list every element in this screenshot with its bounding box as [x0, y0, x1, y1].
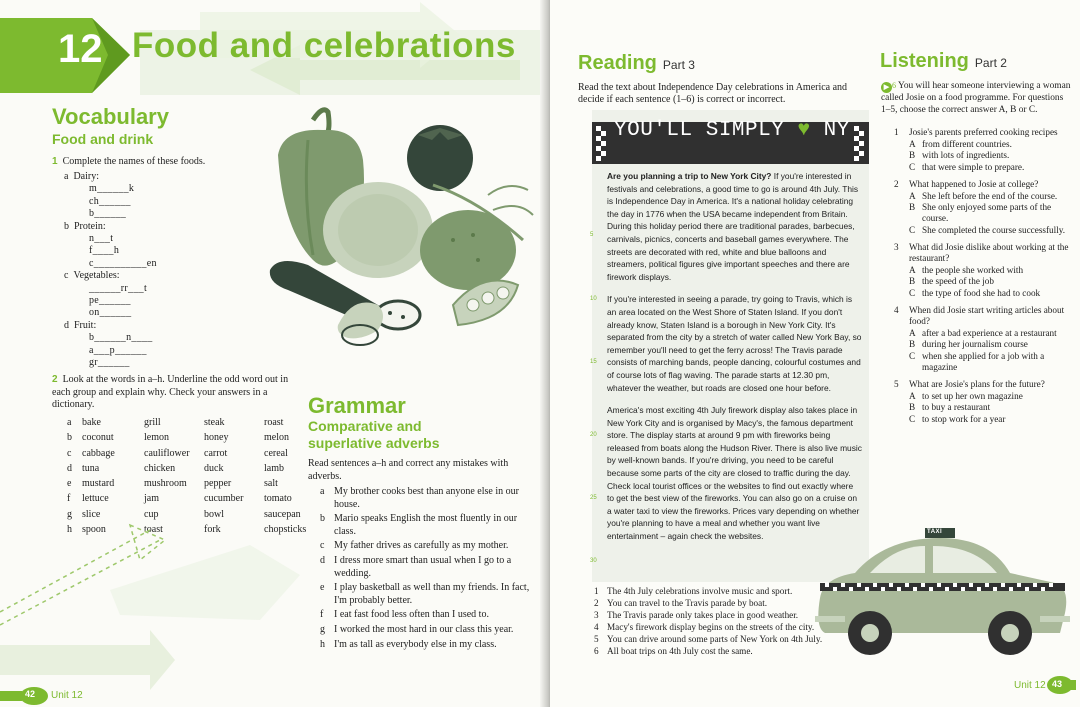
reading-heading-text: Reading	[578, 52, 657, 74]
item-text: I'm as tall as everybody else in my class.	[334, 638, 497, 650]
question-text: Complete the names of these foods.	[62, 156, 206, 167]
tomato-icon	[407, 125, 473, 191]
grammar-instructions: Read sentences a–h and correct any mistakes with adverbs.	[308, 458, 509, 482]
question-number: 1	[894, 127, 899, 137]
option-text: She left before the end of the course.	[922, 191, 1058, 202]
fill-in-word[interactable]: c__________en	[89, 257, 157, 269]
statement-text: All boat trips on 4th July cost the same.	[607, 646, 753, 657]
word-cell[interactable]: cauliflower	[144, 447, 190, 459]
word-cell[interactable]: jam	[144, 493, 159, 505]
answer-option[interactable]	[909, 202, 1074, 224]
question-stem	[894, 127, 1074, 138]
listening-question	[894, 242, 1074, 299]
answer-option[interactable]	[909, 328, 1074, 339]
question-text: What are Josie's plans for the future?	[909, 379, 1045, 390]
word-cell[interactable]: fork	[204, 524, 221, 536]
article-paragraph	[590, 293, 862, 394]
option-letter: B	[909, 276, 916, 287]
page-footer-left	[0, 687, 100, 705]
word-cell[interactable]: bake	[82, 417, 101, 428]
reading-part: Part 3	[662, 58, 695, 72]
word-cell[interactable]: chicken	[144, 462, 176, 474]
vocabulary-subheading: Food and drink	[52, 131, 154, 147]
answer-option[interactable]	[909, 288, 1074, 299]
food-category	[64, 221, 282, 233]
word-cell[interactable]: roast	[264, 417, 284, 428]
item-letter: e	[320, 582, 325, 594]
word-cell[interactable]: steak	[204, 417, 225, 428]
headline-text-start: YOU'LL SIMPLY	[614, 119, 785, 142]
option-letter: B	[909, 339, 916, 350]
category-letter: b	[64, 220, 69, 232]
category-letter: c	[64, 270, 69, 282]
category-letter: d	[64, 319, 69, 331]
onion-icon	[323, 182, 433, 278]
row-letter: h	[67, 524, 72, 536]
question-number: 3	[894, 241, 899, 252]
question-stem	[894, 305, 1074, 327]
reading-instructions: Read the text about Independence Day celebrations in America and decide if each sentence (1–6) is correct or incorrect.	[578, 82, 848, 105]
line-number: 5	[590, 232, 594, 238]
article-body-text: America's most exciting 4th July firework display also takes place in New York City and is organised by Macy's, the famous department store. The display starts at around 9 pm with fireworks being released from boats along the Hudson River. There is also live music by well-known bands. If you're driving, you need to be careful because some parts of the city are closed to traffic during the day. Check local tourist offices or the websites to find out exactly where to get the best view of the fireworks. You can also go on a cruise on a water taxi to view the fireworks. Prices vary depending on whether you're planning to have a meal and whether you want live entertainment – again check the websites.	[607, 405, 862, 542]
footer-arrows-graphic	[0, 520, 300, 690]
vocabulary-heading: Vocabulary	[52, 104, 169, 129]
item-letter: f	[320, 609, 324, 621]
row-letter: g	[67, 508, 72, 520]
listening-question	[894, 179, 1074, 236]
option-letter: A	[909, 191, 916, 202]
right-page	[550, 0, 1080, 707]
question-number: 2	[894, 178, 899, 189]
row-letter: f	[67, 493, 71, 505]
option-text: with lots of ingredients.	[922, 150, 1010, 161]
line-number: 30	[590, 558, 597, 565]
article-body-text: If you're interested in festivals and celebrations, a good time to go is around 4th July. This is Independence Day in America. It's a national holiday celebrating the day in 1776 when the USA became independent from Britain. During this holiday period there are traditional parades, barbecues, carnivals, picnics, concerts and baseball games everywhere. The streets are decorated with red, white and blue balloons and streamers, political figures give important speeches and there are firework displays.	[607, 171, 859, 282]
listening-instructions	[881, 80, 1071, 116]
table-row	[67, 462, 322, 475]
answer-option[interactable]	[909, 402, 1074, 413]
table-row	[67, 447, 322, 460]
reading-statements	[594, 585, 874, 658]
word-cell[interactable]: duck	[204, 462, 224, 474]
grammar-sentence	[320, 513, 540, 538]
statement-number: 6	[594, 646, 599, 657]
heart-icon: ♥	[797, 119, 811, 142]
word-cell[interactable]: pepper	[204, 478, 232, 490]
food-category	[64, 320, 282, 332]
word-cell[interactable]: tuna	[82, 462, 100, 474]
article-text	[590, 170, 862, 565]
grammar-heading: Grammar	[308, 393, 406, 418]
question-stem	[894, 242, 1074, 264]
answer-option[interactable]	[909, 225, 1074, 236]
option-letter: B	[909, 202, 916, 213]
word-cell[interactable]: lamb	[264, 462, 284, 474]
word-cell[interactable]: mustard	[82, 478, 115, 490]
answer-option[interactable]	[909, 414, 1074, 425]
category-name: Dairy:	[73, 171, 99, 182]
statement	[594, 633, 874, 645]
statement-number: 3	[594, 610, 599, 621]
statement-text: The 4th July celebrations involve music and sport.	[607, 586, 793, 596]
option-text: to buy a restaurant	[922, 402, 991, 413]
option-letter: B	[909, 402, 916, 413]
word-cell[interactable]: saucepan	[264, 508, 301, 520]
statement-number: 4	[594, 622, 599, 633]
category-name: Vegetables:	[73, 270, 120, 282]
word-cell[interactable]: cabbage	[82, 447, 115, 459]
page-number: 43	[1052, 679, 1063, 689]
statement-text: You can travel to the Travis parade by boat.	[607, 598, 768, 609]
statement-number: 5	[594, 634, 599, 645]
option-text: the speed of the job	[922, 276, 994, 287]
answer-option[interactable]	[909, 191, 1074, 202]
headline-text-end: NY	[823, 119, 850, 142]
question-stem	[894, 179, 1074, 190]
option-text: from different countries.	[922, 139, 1012, 150]
statement-number: 2	[594, 598, 599, 609]
item-text: I eat fast food less often than I used to.	[334, 609, 489, 621]
article-body-text: If you're interested in seeing a parade, try going to Travis, which is an area located on the West Shore of Staten Island. If you don't already know, Staten Island is a borough in New York City. It's separated from the city by a stretch of water called New York Bay, so remember you'll need to get the ferry across! The Travis parade consists of marching bands, people dancing, colourful costumes and of course lots of flag waving. The parade starts at 12.30 pm, whatever the weather, but roads are closed one hour before.	[607, 294, 862, 393]
grammar-subheading-line2: superlative adverbs	[308, 435, 440, 451]
listening-instructions-text: You will hear someone interviewing a woman called Josie on a food programme. For questions 1–5, choose the correct answer A, B or C.	[881, 81, 1071, 115]
page-footer-right	[1000, 675, 1080, 695]
item-text: I dress more smart than usual when I go to a wedding.	[334, 554, 512, 579]
fill-in-word[interactable]: ch______	[89, 195, 131, 207]
grammar-sentence	[320, 486, 540, 511]
word-cell[interactable]: cup	[144, 508, 159, 520]
item-letter: h	[320, 638, 325, 650]
item-text: I play basketball as well than my friends. In fact, I'm probably better.	[334, 582, 530, 606]
grammar-sentence	[320, 555, 540, 580]
grammar-sentence	[320, 540, 540, 553]
table-row	[67, 492, 322, 505]
word-cell[interactable]: bowl	[204, 508, 224, 520]
word-cell[interactable]: coconut	[82, 432, 114, 444]
word-cell[interactable]: melon	[264, 432, 289, 444]
word-cell[interactable]: salt	[264, 478, 278, 490]
statement	[594, 585, 874, 597]
option-text: to set up her own magazine	[922, 391, 1023, 402]
answer-option[interactable]	[909, 265, 1074, 276]
listening-part: Part 2	[974, 56, 1007, 70]
word-cell[interactable]: honey	[204, 432, 229, 444]
row-letter: c	[67, 447, 72, 459]
option-text: the type of food she had to cook	[922, 287, 1041, 298]
food-category	[64, 270, 282, 282]
statement	[594, 621, 874, 633]
item-letter: a	[320, 486, 325, 497]
category-name: Fruit:	[74, 319, 97, 331]
word-cell[interactable]: cucumber	[204, 493, 244, 505]
row-letter: a	[67, 417, 72, 428]
answer-option[interactable]	[909, 339, 1074, 350]
item-text: My father drives as carefully as my mother.	[334, 540, 509, 552]
unit-label: Unit 12	[1014, 680, 1046, 691]
line-number: 10	[590, 296, 597, 303]
answer-option[interactable]	[909, 150, 1074, 161]
word-cell[interactable]: cereal	[264, 447, 288, 459]
option-text: after a bad experience at a restaurant	[922, 328, 1057, 339]
article-lead: Are you planning a trip to New York City?	[607, 171, 772, 181]
row-letter: b	[67, 432, 72, 444]
option-letter: A	[909, 139, 916, 150]
page-number: 42	[25, 689, 36, 699]
line-number: 25	[590, 495, 597, 502]
grammar-sentence	[320, 624, 540, 637]
table-row	[67, 416, 322, 429]
statement-text: You can drive around some parts of New York on 4th July.	[607, 634, 823, 645]
audio-track-icon[interactable]: ▶	[881, 82, 892, 93]
item-letter: c	[320, 540, 325, 552]
taxi-sign-text: TAXI	[927, 529, 943, 535]
statement-number: 1	[594, 586, 599, 596]
line-number: 20	[590, 432, 597, 439]
unit-label: Unit 12	[51, 690, 83, 701]
vegetables-illustration	[268, 100, 538, 360]
item-letter: b	[320, 513, 325, 525]
fill-in-word[interactable]: on______	[89, 307, 132, 319]
statement	[594, 597, 874, 609]
option-letter: C	[909, 161, 916, 172]
option-letter: B	[909, 150, 916, 161]
option-letter: A	[909, 328, 916, 339]
food-category	[64, 171, 282, 183]
statement-text: The Travis parade only takes place in good weather.	[607, 610, 799, 621]
option-text: She only enjoyed some parts of the course.	[922, 202, 1052, 224]
word-cell[interactable]: mushroom	[144, 478, 187, 490]
line-number: 15	[590, 359, 597, 366]
item-text: My brother cooks best than anyone else in our house.	[334, 486, 519, 510]
word-cell[interactable]: slice	[82, 508, 101, 520]
listening-question	[894, 127, 1074, 173]
word-cell[interactable]: grill	[144, 417, 161, 428]
statement	[594, 645, 874, 657]
vocabulary-exercise-2	[52, 374, 292, 412]
word-cell[interactable]: carrot	[204, 447, 228, 459]
option-text: that were simple to prepare.	[922, 161, 1025, 172]
unit-number: 12	[58, 27, 103, 71]
option-text: She completed the course successfully.	[922, 224, 1066, 235]
grammar-sentence	[320, 639, 540, 652]
listening-question	[894, 305, 1074, 373]
fill-in-word[interactable]: ______rr___t	[89, 282, 148, 294]
article-paragraph	[590, 404, 862, 565]
question-number: 1	[52, 156, 58, 167]
word-cell[interactable]: chopsticks	[264, 524, 307, 536]
audio-track-number: 6	[892, 81, 896, 90]
item-text: Mario speaks English the most fluently in our class.	[334, 513, 518, 537]
answer-option[interactable]	[909, 391, 1074, 402]
category-name: Protein:	[74, 220, 106, 232]
word-cell[interactable]: tomato	[264, 493, 292, 505]
fill-in-word[interactable]: m______k	[89, 183, 135, 195]
item-letter: g	[320, 623, 325, 635]
grammar-sentences	[320, 486, 540, 653]
fill-in-word[interactable]: pe______	[89, 295, 131, 307]
question-stem	[894, 379, 1074, 390]
option-letter: C	[909, 350, 916, 361]
fill-in-word[interactable]: n___t	[89, 233, 114, 245]
fill-in-word[interactable]: gr______	[89, 357, 130, 369]
article-paragraph	[590, 170, 862, 283]
grammar-sentence	[320, 609, 540, 622]
fill-in-word[interactable]: b______n____	[89, 332, 153, 344]
question-text: What happened to Josie at college?	[909, 178, 1039, 189]
table-row	[67, 477, 322, 490]
item-letter: d	[320, 554, 325, 566]
item-text: I worked the most hard in our class this year.	[334, 623, 514, 635]
page-title: Food and celebrations	[132, 26, 516, 65]
vocabulary-exercise-1	[52, 156, 282, 370]
fill-in-word[interactable]: f____h	[89, 245, 120, 257]
word-cell[interactable]: toast	[144, 524, 163, 536]
question-number: 5	[894, 379, 899, 390]
option-text: when she applied for a job with a magazine	[922, 350, 1045, 372]
row-letter: d	[67, 462, 72, 474]
word-cell[interactable]: lettuce	[82, 493, 109, 505]
fill-in-word[interactable]: a___p______	[89, 344, 147, 356]
option-letter: C	[909, 413, 916, 424]
article-box	[592, 110, 869, 582]
option-letter: C	[909, 287, 916, 298]
grammar-subheading-line1: Comparative and	[308, 418, 422, 434]
question-text: What did Josie dislike about working at the restaurant?	[909, 241, 1069, 264]
listening-questions	[894, 127, 1074, 431]
option-letter: A	[909, 265, 916, 276]
question-text: When did Josie start writing articles about food?	[909, 304, 1065, 327]
table-row	[67, 431, 322, 444]
grammar-sentence	[320, 582, 540, 607]
fill-in-word[interactable]: b______	[89, 208, 127, 220]
reading-heading	[578, 52, 695, 75]
listening-heading-text: Listening	[880, 50, 969, 72]
answer-option[interactable]	[909, 276, 1074, 287]
question-number: 4	[894, 304, 899, 315]
option-letter: A	[909, 391, 916, 402]
category-letter: a	[64, 171, 69, 182]
listening-question	[894, 379, 1074, 425]
listening-heading	[880, 50, 1007, 73]
question-text: Josie's parents preferred cooking recipes	[909, 127, 1058, 137]
answer-option[interactable]	[909, 351, 1074, 373]
question-text: Look at the words in a–h. Underline the odd word out in each group and explain why. Check your answers in a dictionary.	[52, 374, 289, 410]
headline	[614, 119, 850, 142]
option-text: during her journalism course	[922, 339, 1028, 350]
answer-option[interactable]	[909, 162, 1074, 173]
option-text: the people she worked with	[922, 265, 1024, 276]
question-number: 2	[52, 374, 58, 385]
answer-option[interactable]	[909, 139, 1074, 150]
word-cell[interactable]: spoon	[82, 524, 106, 536]
option-text: to stop work for a year	[922, 413, 1006, 424]
row-letter: e	[67, 478, 72, 490]
statement	[594, 609, 874, 621]
statement-text: Macy's firework display begins on the streets of the city.	[607, 622, 815, 633]
option-letter: C	[909, 224, 916, 235]
word-cell[interactable]: lemon	[144, 432, 169, 444]
